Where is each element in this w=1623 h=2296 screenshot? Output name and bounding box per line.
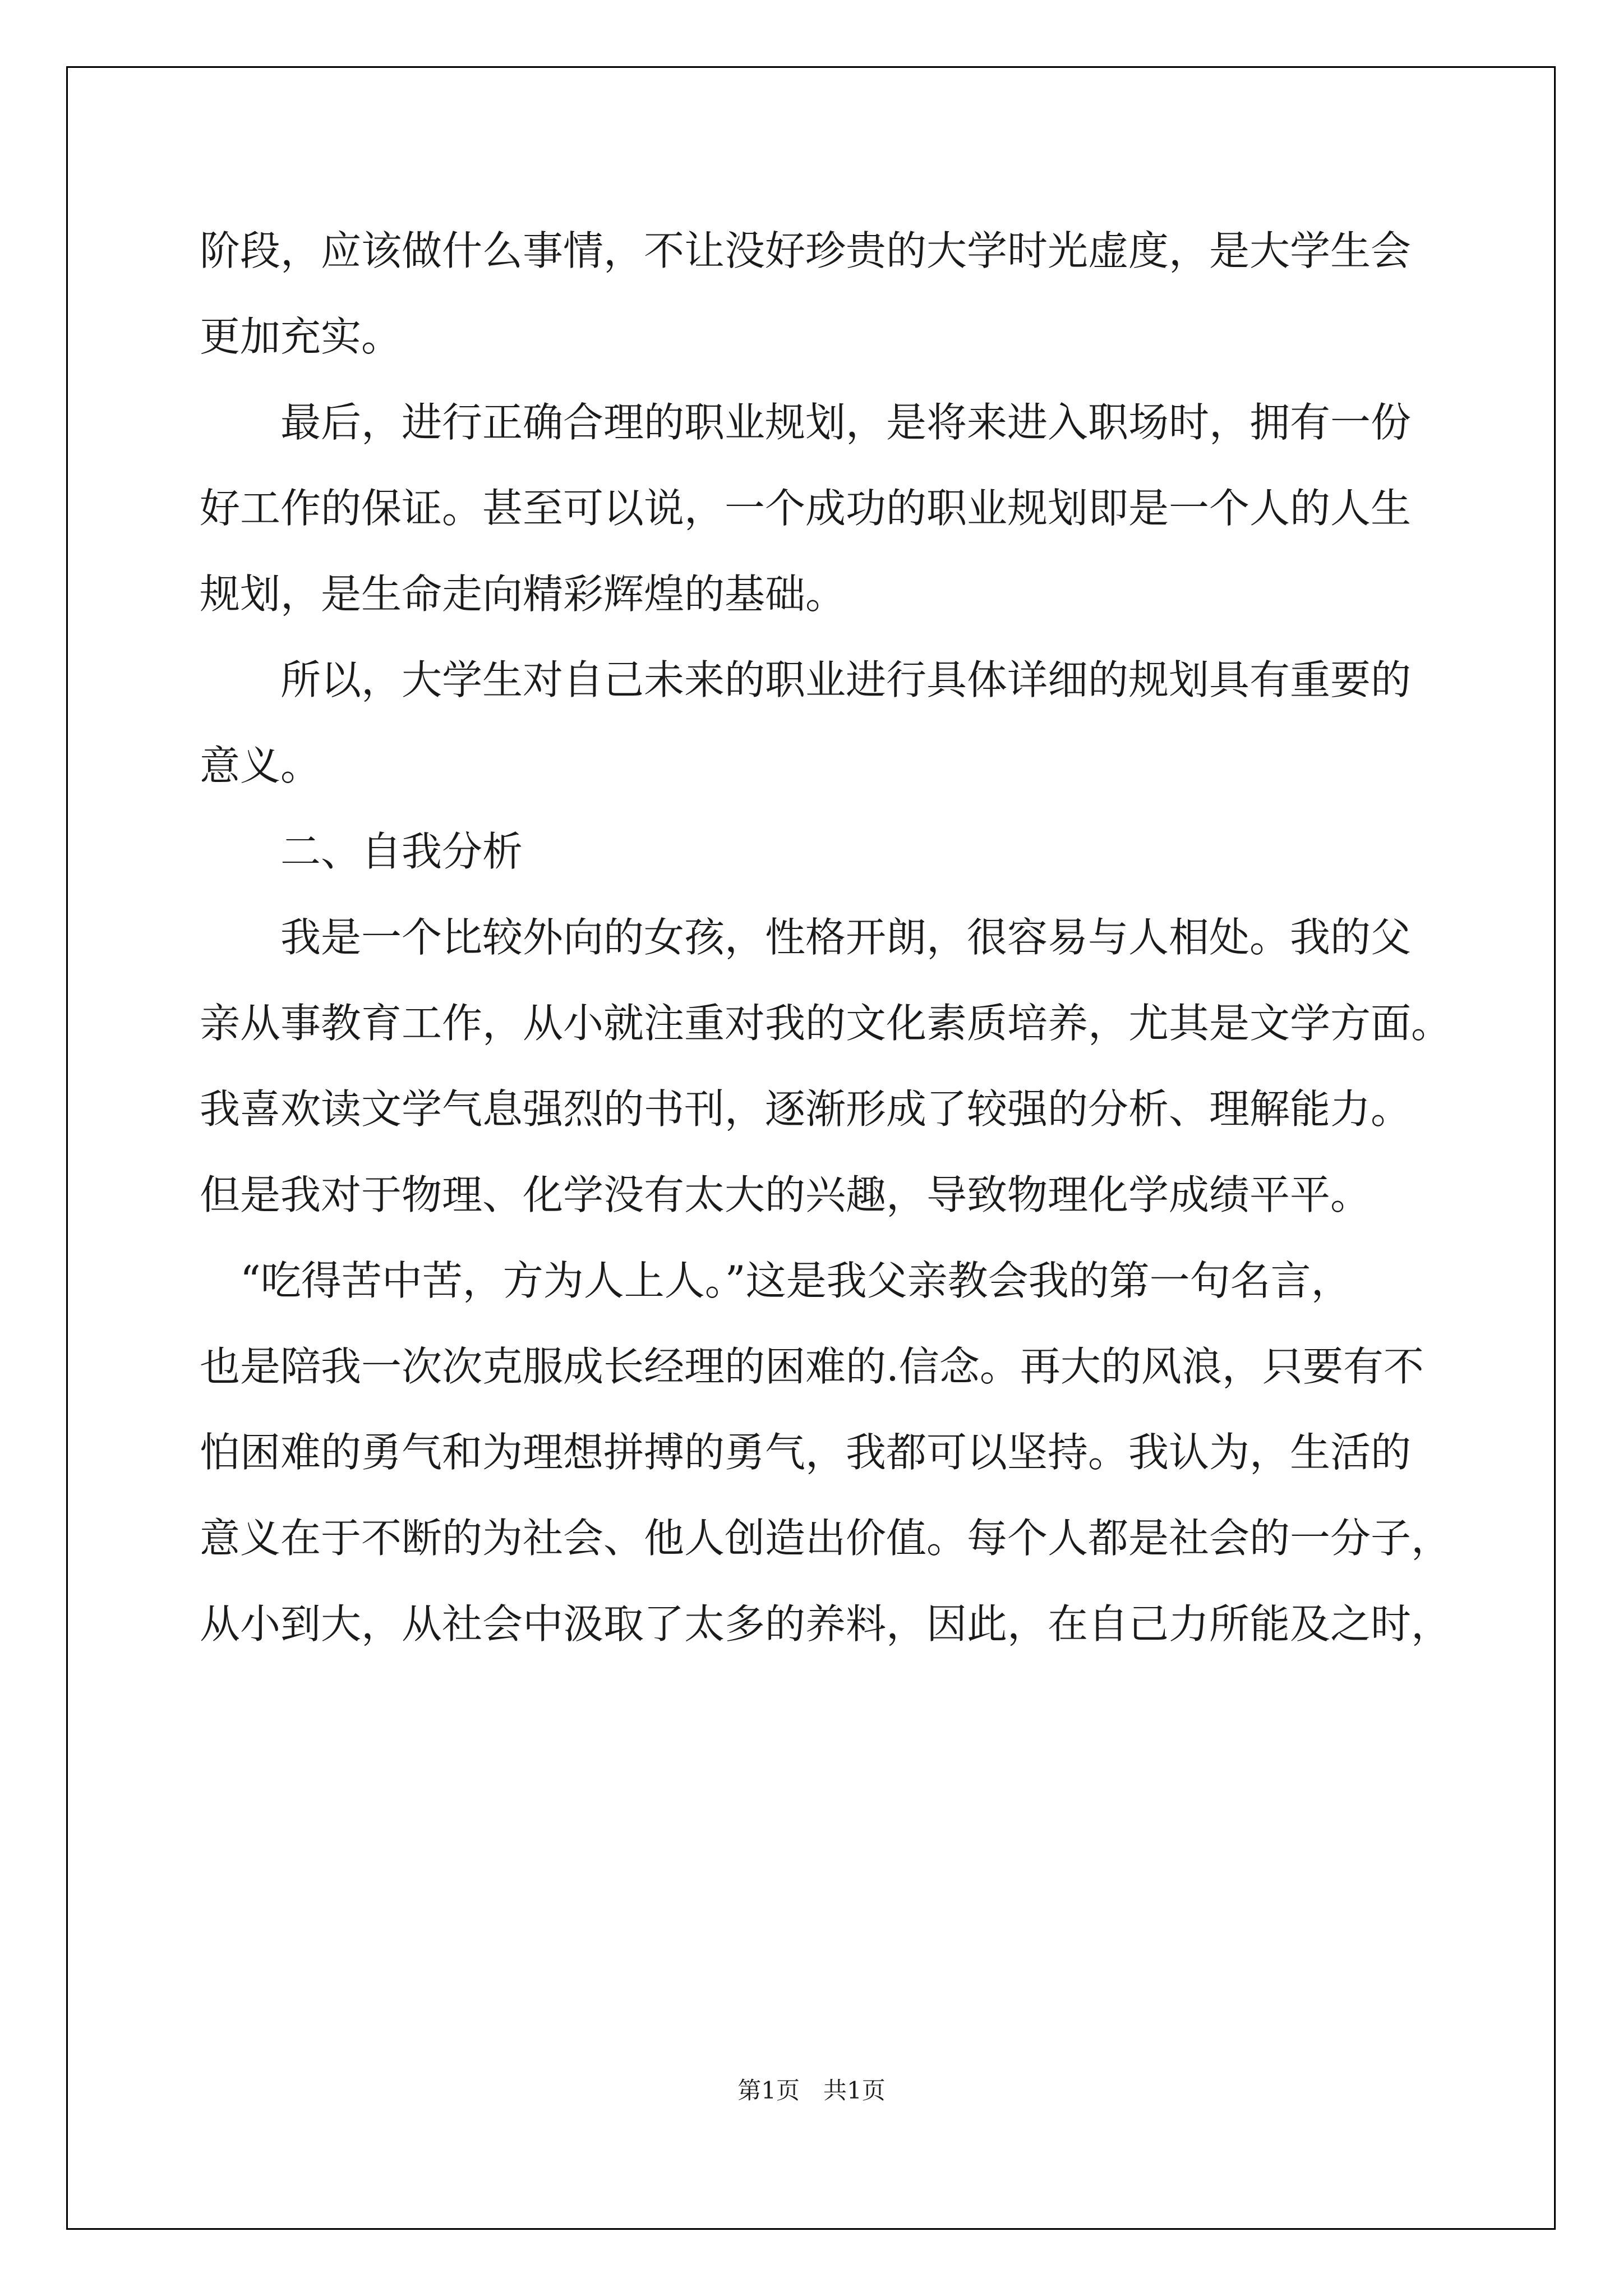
section-heading: 二、自我分析 <box>200 828 523 875</box>
text-line: “吃得苦中苦，方为人上人。”这是我父亲教会我的第一句名言， <box>200 1257 1352 1304</box>
text-line: 好工作的保证。甚至可以说，一个成功的职业规划即是一个人的人生 <box>200 485 1412 532</box>
text-line: 所以，大学生对自己未来的职业进行具体详细的规划具有重要的 <box>200 656 1412 703</box>
text-line: 我是一个比较外向的女孩，性格开朗，很容易与人相处。我的父 <box>200 914 1412 961</box>
page-footer: 第1页 共1页 <box>737 2077 886 2104</box>
document-body <box>200 208 1452 1667</box>
text-line: 意义在于不断的为社会、他人创造出价值。每个人都是社会的一分子， <box>200 1515 1452 1562</box>
text-line: 我喜欢读文学气息强烈的书刊，逐渐形成了较强的分析、理解能力。 <box>200 1085 1412 1133</box>
text-line: 但是我对于物理、化学没有太大的兴趣，导致物理化学成绩平平。 <box>200 1171 1371 1218</box>
text-line: 怕困难的勇气和为理想拼搏的勇气，我都可以坚持。我认为，生活的 <box>200 1429 1412 1476</box>
text-line: 最后，进行正确合理的职业规划，是将来进入职场时，拥有一份 <box>200 399 1412 446</box>
text-line: 更加充实。 <box>200 313 402 360</box>
text-line: 从小到大，从社会中汲取了太多的养料，因此，在自己力所能及之时， <box>200 1600 1452 1648</box>
text-line: 也是陪我一次次克服成长经理的困难的.信念。再大的风浪，只要有不 <box>200 1343 1424 1390</box>
text-line: 意义。 <box>200 742 321 789</box>
text-line: 亲从事教育工作，从小就注重对我的文化素质培养，尤其是文学方面。 <box>200 1000 1452 1047</box>
text-line: 阶段，应该做什么事情，不让没好珍贵的大学时光虚度，是大学生会 <box>200 227 1412 274</box>
text-line: 规划，是生命走向精彩辉煌的基础。 <box>200 570 846 618</box>
